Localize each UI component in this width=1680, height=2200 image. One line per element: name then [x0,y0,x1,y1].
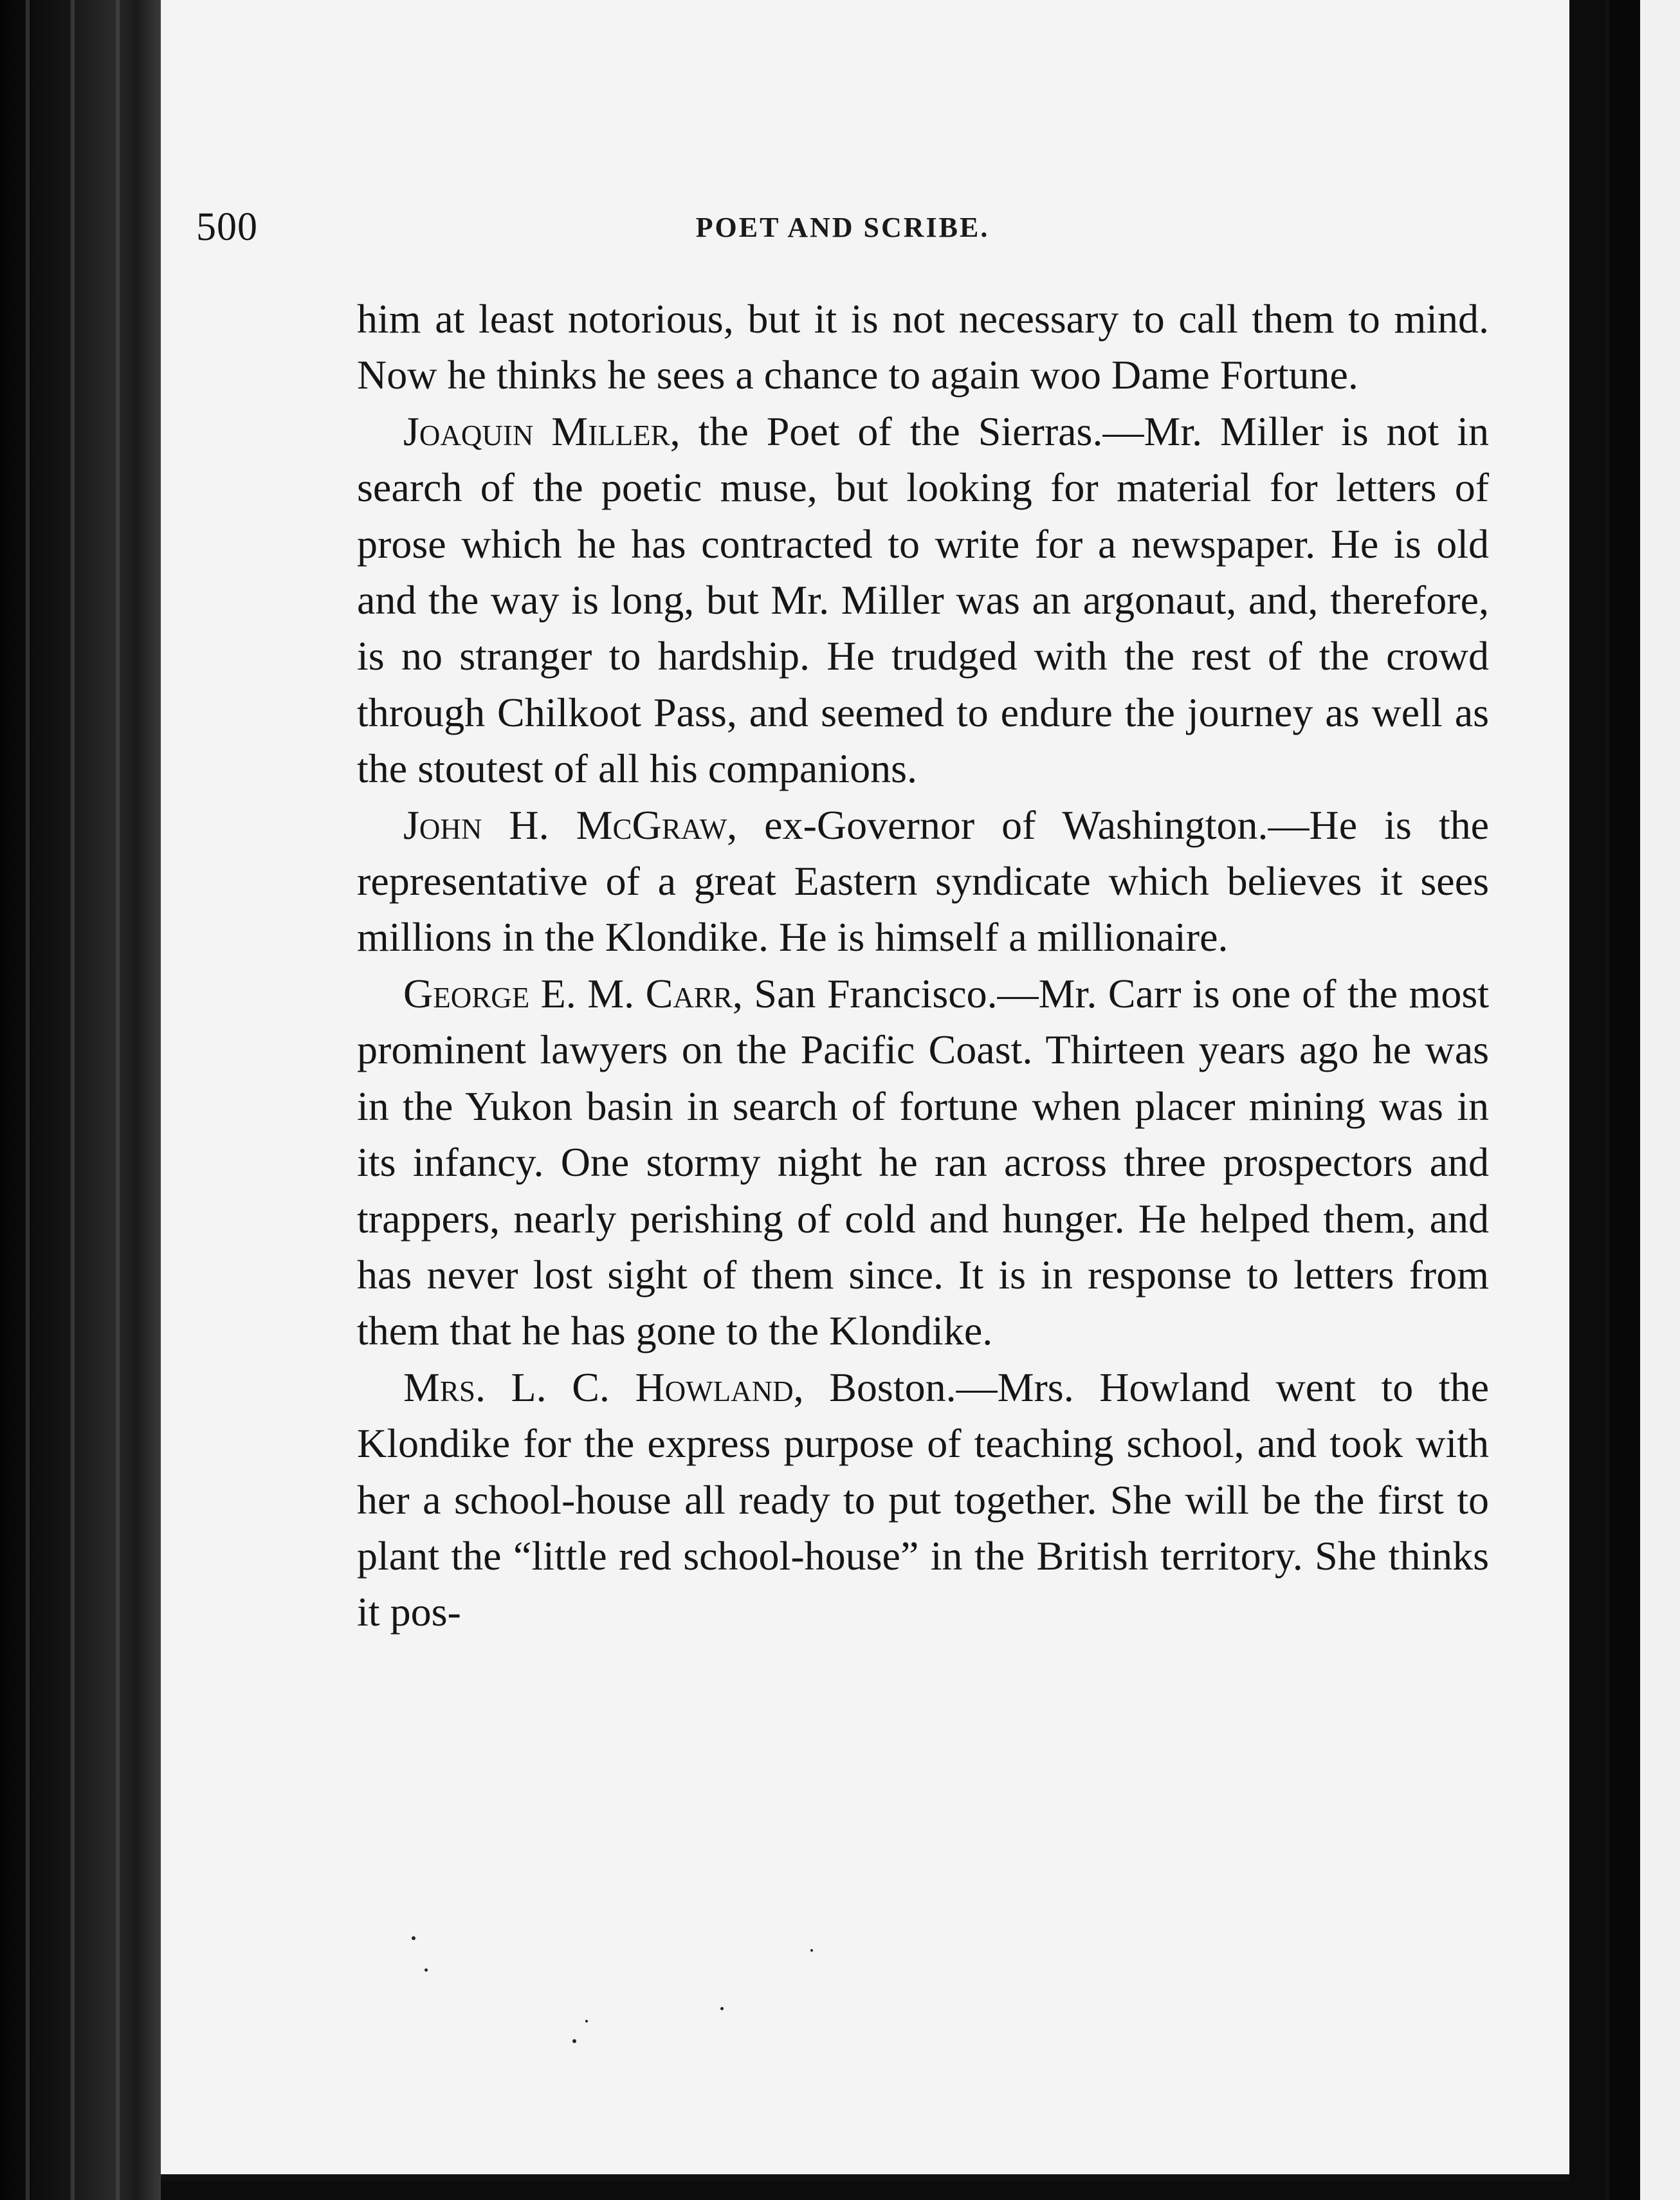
page-number: 500 [196,205,258,249]
entry-name: Mrs. L. C. Howland [403,1364,794,1410]
scan-speck [412,1936,415,1940]
entry-name: Joaquin Miller [403,408,670,454]
paragraph-george-carr: George E. M. Carr, San Francisco.—Mr. Carr is one of the most prominent lawyers on the Pacific Coast. Thirteen years ago he was in the Yukon basin in search of fortune when placer mining was in its infancy. One stormy night he ran across three prospectors and trappers, nearly perishing of cold and hunger. He helped them, and has never lost sight of them since. It is in response to letters from them that he has gone to the Klondike. [357,970,1490,1354]
paragraph-mrs-howland: Mrs. L. C. Howland, Boston.—Mrs. Howland went to the Klondike for the express purpose of teaching school, and took with her a school-house all ready to put together. She will be the first to plant the “little red school-house” in the British territory. She thinks it pos- [357,1364,1489,1635]
entry-name: George E. M. Carr [403,970,733,1016]
paragraph-continuation: him at least notorious, but it is not necessary to call them to mind. Now he thinks he sees a chance to again woo Dame Fortune. [357,296,1489,398]
running-head: POET AND SCRIBE. [695,212,990,243]
entry-name: John H. McGraw [403,802,727,848]
paragraph-john-mcgraw: John H. McGraw, ex-Governor of Washington.—He is the representative of a great Eastern syndicate which believes it sees millions in the Klondike. He is himself a millionaire. [357,802,1490,960]
facing-page-edge [1605,0,1680,2200]
scan-speck [572,2039,576,2043]
paragraph-joaquin-miller: Joaquin Miller, the Poet of the Sierras.—Mr. Miller is not in search of the poetic muse, but looking for material for letters of prose which he has contracted to write for a newspaper. He is old and the way is long, but Mr. Miller was an argonaut, and, therefore, is no stranger to hardship. He trudged with the rest of the crowd through Chilkoot Pass, and seemed to endure the journey as well as the stoutest of all his companions. [357,408,1490,792]
body-text [357,291,1489,1640]
scan-speck [720,2007,724,2010]
scan-speck [810,1949,813,1952]
scan-speck [425,1968,428,1972]
book-binding [0,0,161,2200]
scan-speck [585,2020,588,2022]
page-header [196,205,1476,256]
